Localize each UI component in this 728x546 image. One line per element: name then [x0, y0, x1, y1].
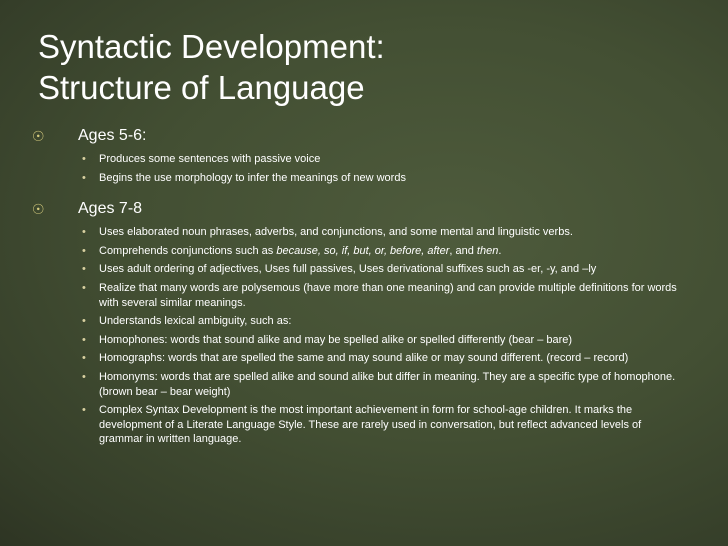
section-ages-7-8	[32, 199, 682, 219]
list-item: • Understands lexical ambiguity, such as:	[82, 315, 292, 328]
slide-content	[32, 126, 682, 451]
bullet-list	[32, 225, 682, 447]
bullet-icon: •	[82, 171, 86, 184]
bullet-icon: •	[82, 404, 86, 417]
title-line-2: Structure of Language	[38, 69, 365, 106]
title-line-1: Syntactic Development:	[38, 28, 385, 65]
section-ages-5-6	[32, 126, 682, 146]
list-item: • Comprehends conjunctions such as because, so, if, but, or, before, after, and then.	[82, 244, 502, 257]
list-item: • Produces some sentences with passive voice	[82, 153, 321, 165]
bullet-icon: •	[82, 333, 86, 346]
bullet-list	[32, 152, 682, 185]
section-heading: Ages 7-8	[78, 200, 143, 218]
list-item: • Complex Syntax Development is the most important achievement in form for school-age children. It marks the development of a Literate Language Style. These are rarely used in conversation, but reflect advanced levels of grammar in written language.	[82, 404, 642, 446]
list-item: • Uses adult ordering of adjectives, Uses full passives, Uses derivational suffixes such as -er, -y, and –ly	[82, 263, 597, 276]
bullet-icon: •	[82, 281, 86, 294]
list-item: • Homographs: words that are spelled the same and may sound alike or may sound different. (record – record)	[82, 352, 629, 365]
bullet-icon: •	[82, 226, 86, 239]
sun-bullet-icon: ☉	[32, 128, 45, 144]
list-item: • Uses elaborated noun phrases, adverbs, and conjunctions, and some mental and linguistic verbs.	[82, 226, 573, 239]
list-item: • Begins the use morphology to infer the meanings of new words	[82, 171, 406, 184]
list-item: • Homophones: words that sound alike and may be spelled alike or spelled differently (bear – bare)	[82, 333, 573, 346]
bullet-icon: •	[82, 153, 86, 165]
list-item: • Homonyms: words that are spelled alike and sound alike but differ in meaning. They are a specific type of homophone. (brown bear – bear weight)	[82, 370, 676, 398]
bullet-icon: •	[82, 352, 86, 365]
bullet-icon: •	[82, 370, 86, 383]
bullet-icon: •	[82, 244, 86, 257]
section-heading: Ages 5-6:	[78, 127, 147, 144]
sun-bullet-icon: ☉	[32, 201, 45, 218]
bullet-icon: •	[82, 263, 86, 276]
list-item: • Realize that many words are polysemous (have more than one meaning) and can provide multiple definitions for words with several similar meanings.	[82, 281, 677, 309]
slide-title	[38, 26, 698, 108]
bullet-icon: •	[82, 315, 86, 328]
